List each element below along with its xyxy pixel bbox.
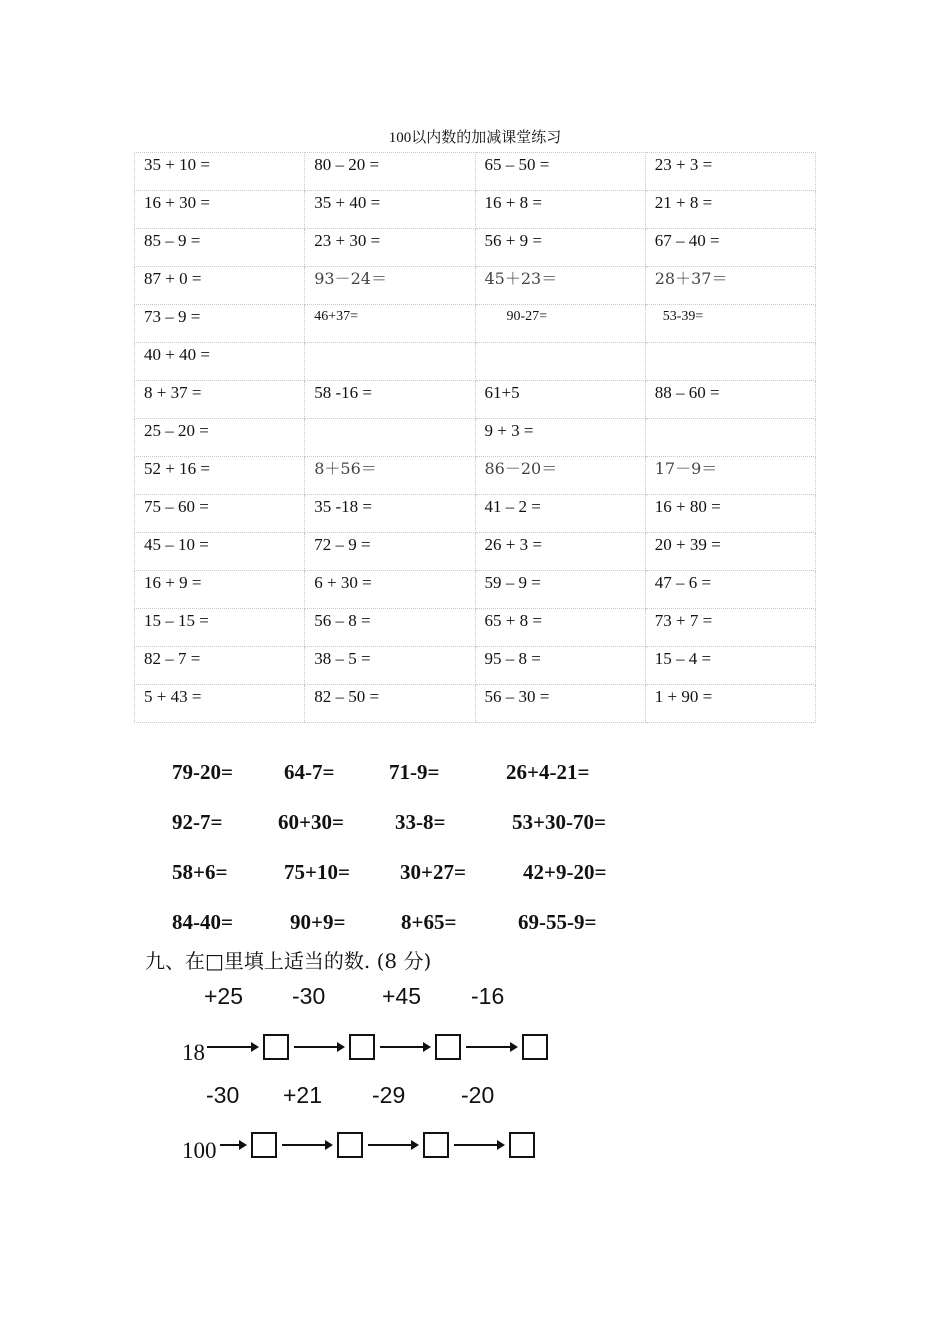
exercise-cell: 56 – 30 = (475, 685, 645, 723)
exercise-cell: 45＋23＝ (475, 267, 645, 305)
bold-exercise-row (0, 860, 950, 890)
exercise-cell: 17－9＝ (645, 457, 815, 495)
exercise-cell: 45 – 10 = (135, 533, 305, 571)
exercise-cell: 73 – 9 = (135, 305, 305, 343)
bold-exercise: 69-55-9= (518, 910, 597, 934)
exercise-cell: 72 – 9 = (305, 533, 475, 571)
bold-exercise: 79-20= (172, 760, 233, 784)
answer-box[interactable] (509, 1132, 535, 1158)
answer-box[interactable] (522, 1034, 548, 1060)
chain1 (0, 1030, 950, 1070)
table-row (135, 267, 816, 305)
arrow-icon (454, 1144, 503, 1146)
exercise-cell: 41 – 2 = (475, 495, 645, 533)
exercise-cell: 59 – 9 = (475, 571, 645, 609)
table-row (135, 305, 816, 343)
exercise-cell (645, 343, 815, 381)
table-row (135, 533, 816, 571)
exercise-cell: 95 – 8 = (475, 647, 645, 685)
exercise-cell: 28＋37＝ (645, 267, 815, 305)
exercise-cell: 90-27= (475, 305, 645, 343)
exercise-cell: 75 – 60 = (135, 495, 305, 533)
table-row (135, 495, 816, 533)
exercise-table (134, 152, 816, 723)
chain2 (0, 1128, 950, 1168)
exercise-cell: 23 + 3 = (645, 153, 815, 191)
exercise-cell: 53-39= (645, 305, 815, 343)
answer-box[interactable] (349, 1034, 375, 1060)
exercise-cell: 35 + 10 = (135, 153, 305, 191)
exercise-cell: 15 – 4 = (645, 647, 815, 685)
bold-exercise: 26+4-21= (506, 760, 590, 784)
exercise-cell: 6 + 30 = (305, 571, 475, 609)
bold-exercise: 8+65= (401, 910, 457, 934)
chain2-op: -30 (206, 1082, 240, 1108)
exercise-cell (475, 343, 645, 381)
chain1-start: 18 (182, 1040, 205, 1065)
answer-box[interactable] (423, 1132, 449, 1158)
arrow-icon (220, 1144, 245, 1146)
bold-exercise: 75+10= (284, 860, 350, 884)
exercise-cell: 23 + 30 = (305, 229, 475, 267)
chain2-op: -20 (461, 1082, 495, 1108)
bold-exercise: 30+27= (400, 860, 466, 884)
exercise-cell: 61+5 (475, 381, 645, 419)
table-row (135, 381, 816, 419)
exercise-cell: 86－20＝ (475, 457, 645, 495)
arrow-icon (466, 1046, 516, 1048)
exercise-cell: 82 – 7 = (135, 647, 305, 685)
exercise-cell: 80 – 20 = (305, 153, 475, 191)
exercise-cell: 26 + 3 = (475, 533, 645, 571)
table-row (135, 153, 816, 191)
answer-box[interactable] (251, 1132, 277, 1158)
exercise-cell: 65 + 8 = (475, 609, 645, 647)
exercise-cell: 82 – 50 = (305, 685, 475, 723)
exercise-cell: 35 -18 = (305, 495, 475, 533)
exercise-cell: 8＋56＝ (305, 457, 475, 495)
bold-exercise-row (0, 910, 950, 940)
exercise-cell: 46+37= (305, 305, 475, 343)
exercise-cell: 16 + 8 = (475, 191, 645, 229)
arrow-icon (207, 1046, 257, 1048)
exercise-cell: 58 -16 = (305, 381, 475, 419)
chain1-operations (0, 983, 950, 1013)
bold-exercise: 90+9= (290, 910, 346, 934)
chain1-op: +45 (382, 983, 422, 1009)
exercise-cell: 16 + 9 = (135, 571, 305, 609)
exercise-cell: 47 – 6 = (645, 571, 815, 609)
chain1-op: -16 (471, 983, 505, 1009)
page-title: 100以内数的加减课堂练习 (388, 130, 562, 146)
exercise-cell: 67 – 40 = (645, 229, 815, 267)
exercise-cell: 21 + 8 = (645, 191, 815, 229)
bold-exercise-row (0, 760, 950, 790)
table-row (135, 229, 816, 267)
bold-exercise: 71-9= (389, 760, 440, 784)
bold-exercise: 92-7= (172, 810, 223, 834)
answer-box[interactable] (337, 1132, 363, 1158)
bold-exercise-row (0, 810, 950, 840)
chain1-op: -30 (292, 983, 326, 1009)
exercise-cell: 15 – 15 = (135, 609, 305, 647)
arrow-icon (368, 1144, 417, 1146)
bold-exercise: 33-8= (395, 810, 446, 834)
section-heading: 九、在□里填上适当的数. (8 分) (145, 949, 432, 973)
exercise-cell: 88 – 60 = (645, 381, 815, 419)
chain2-op: -29 (372, 1082, 406, 1108)
exercise-cell: 56 + 9 = (475, 229, 645, 267)
exercise-cell: 85 – 9 = (135, 229, 305, 267)
answer-box[interactable] (263, 1034, 289, 1060)
arrow-icon (282, 1144, 331, 1146)
chain2-start: 100 (182, 1138, 217, 1163)
exercise-cell: 40 + 40 = (135, 343, 305, 381)
exercise-cell: 35 + 40 = (305, 191, 475, 229)
exercise-cell: 1 + 90 = (645, 685, 815, 723)
exercise-cell (645, 419, 815, 457)
exercise-cell: 38 – 5 = (305, 647, 475, 685)
exercise-cell (305, 343, 475, 381)
exercise-cell: 20 + 39 = (645, 533, 815, 571)
table-row (135, 685, 816, 723)
exercise-cell: 16 + 80 = (645, 495, 815, 533)
exercise-cell (305, 419, 475, 457)
exercise-cell: 16 + 30 = (135, 191, 305, 229)
exercise-cell: 5 + 43 = (135, 685, 305, 723)
exercise-cell: 73 + 7 = (645, 609, 815, 647)
table-row (135, 343, 816, 381)
table-row (135, 571, 816, 609)
exercise-cell: 56 – 8 = (305, 609, 475, 647)
exercise-cell: 52 + 16 = (135, 457, 305, 495)
exercise-cell: 87 + 0 = (135, 267, 305, 305)
table-row (135, 647, 816, 685)
exercise-cell: 8 + 37 = (135, 381, 305, 419)
bold-exercise: 42+9-20= (523, 860, 607, 884)
chain2-operations (0, 1082, 950, 1112)
chain1-op: +25 (204, 983, 244, 1009)
answer-box[interactable] (435, 1034, 461, 1060)
exercise-cell: 9 + 3 = (475, 419, 645, 457)
table-row (135, 609, 816, 647)
arrow-icon (294, 1046, 343, 1048)
bold-exercise: 60+30= (278, 810, 344, 834)
bold-exercise: 64-7= (284, 760, 335, 784)
exercise-cell: 25 – 20 = (135, 419, 305, 457)
bold-exercise: 58+6= (172, 860, 228, 884)
table-row (135, 419, 816, 457)
exercise-cell: 65 – 50 = (475, 153, 645, 191)
arrow-icon (380, 1046, 429, 1048)
table-row (135, 457, 816, 495)
table-row (135, 191, 816, 229)
bold-exercise: 84-40= (172, 910, 233, 934)
bold-exercise: 53+30-70= (512, 810, 606, 834)
chain2-op: +21 (283, 1082, 323, 1108)
exercise-cell: 93－24＝ (305, 267, 475, 305)
